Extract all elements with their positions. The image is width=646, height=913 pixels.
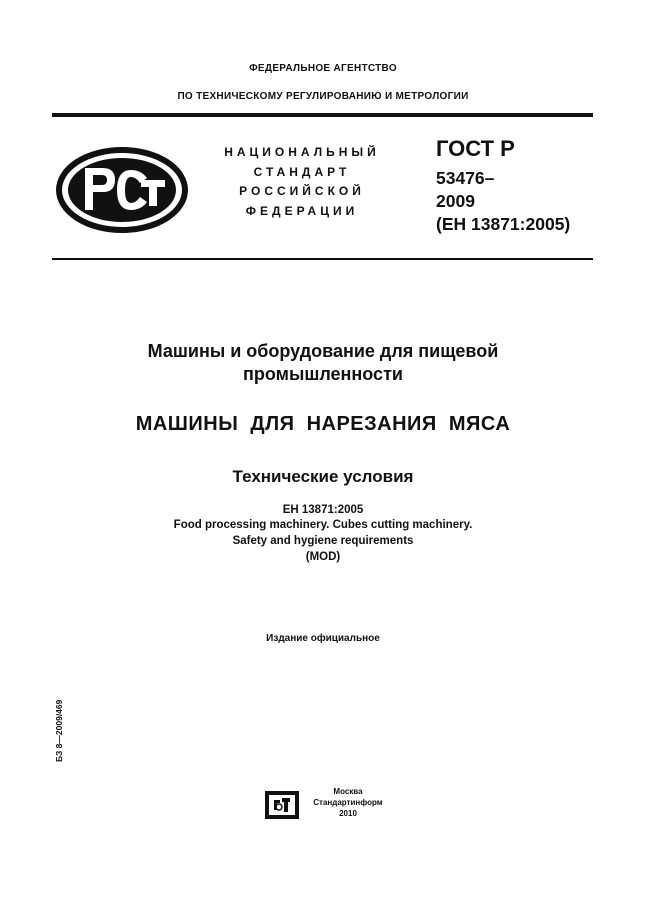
gost-equivalent: (ЕН 13871:2005)	[436, 214, 571, 234]
agency-line-1: ФЕДЕРАЛЬНОЕ АГЕНТСТВО	[249, 63, 397, 74]
publisher-city: Москва	[333, 787, 363, 796]
rst-certification-logo-icon	[55, 146, 189, 234]
national-line-2: СТАНДАРТ	[253, 164, 351, 179]
top-rule	[52, 113, 593, 117]
english-mod: (MOD)	[305, 551, 341, 563]
title-line-2: промышленности	[243, 364, 403, 384]
gost-number: 53476–	[436, 168, 495, 188]
side-code: БЗ 8—2009/469	[54, 699, 64, 762]
title-line-1: Машины и оборудование для пищевой	[147, 341, 499, 361]
standartinform-logo-icon	[264, 790, 300, 820]
edition-label: Издание официальное	[266, 633, 380, 644]
gost-year: 2009	[436, 191, 475, 211]
english-line-1: Food processing machinery. Cubes cutting machinery.	[173, 519, 473, 531]
publisher-year: 2010	[339, 809, 357, 818]
agency-line-2: ПО ТЕХНИЧЕСКОМУ РЕГУЛИРОВАНИЮ И МЕТРОЛОГИИ	[177, 91, 469, 102]
national-line-3: РОССИЙСКОЙ	[239, 184, 365, 198]
publisher-name: Стандартинформ	[313, 798, 383, 807]
bottom-rule	[52, 258, 593, 260]
gost-title: ГОСТ Р	[436, 136, 515, 161]
english-code: EH 13871:2005	[282, 504, 364, 516]
national-line-1: НАЦИОНАЛЬНЫЙ	[224, 145, 380, 159]
subtitle: Технические условия	[232, 467, 414, 486]
english-line-2: Safety and hygiene requirements	[232, 535, 414, 547]
national-standard-block	[196, 143, 408, 221]
main-title: МАШИНЫ ДЛЯ НАРЕЗАНИЯ МЯСА	[135, 413, 511, 435]
national-line-4: ФЕДЕРАЦИИ	[245, 203, 359, 218]
